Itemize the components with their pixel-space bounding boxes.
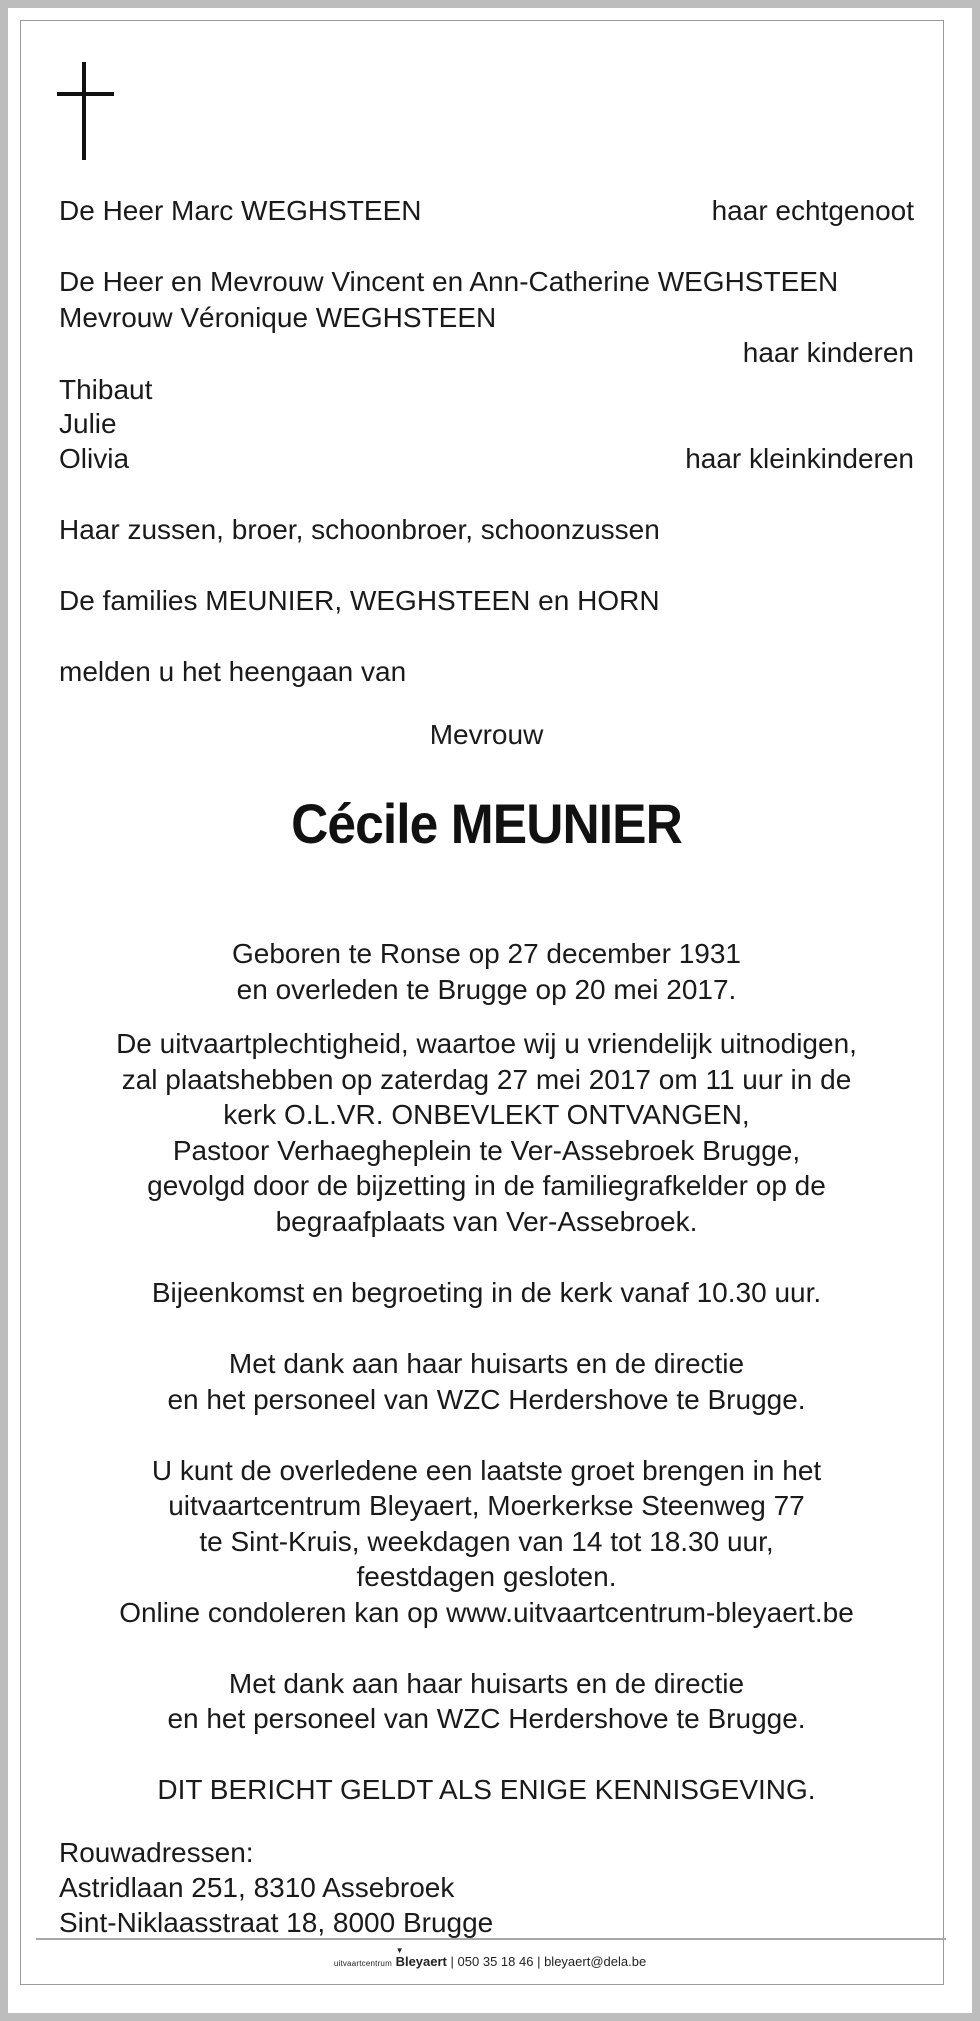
address-line: Astridlaan 251, 8310 Assebroek	[59, 1872, 455, 1903]
ceremony-line-5: gevolgd door de bijzetting in de familiegrafkelder op de	[147, 1170, 826, 1201]
footer-phone: 050 35 18 46	[457, 1954, 534, 1969]
children-relation: haar kinderen	[742, 337, 914, 368]
deceased-title: Mevrouw	[429, 719, 544, 750]
spouse-name: De Heer Marc WEGHSTEEN	[59, 195, 422, 226]
grandchild-name: Olivia	[59, 443, 130, 474]
grandchildren-row	[59, 441, 914, 477]
separator: |	[450, 1954, 454, 1969]
visit-line-3: te Sint-Kruis, weekdagen van 14 tot 18.30 uur,	[199, 1526, 774, 1557]
spouse-relation: haar echtgenoot	[711, 195, 914, 226]
cross-icon	[57, 62, 114, 160]
triangle-icon: ▼	[395, 1946, 404, 1955]
thanks2-line-2: en het personeel van WZC Herdershove te Brugge.	[167, 1703, 806, 1734]
birth-line-2: en overleden te Brugge op 20 mei 2017.	[236, 974, 737, 1005]
brand-name-text: Bleyaert	[395, 1954, 447, 1969]
thanks2-line-1: Met dank aan haar huisarts en de directie	[228, 1668, 745, 1699]
announce-line: melden u het heengaan van	[59, 656, 407, 687]
separator: |	[537, 1954, 541, 1969]
ceremony-line-1: De uitvaartplechtigheid, waartoe wij u vriendelijk uitnodigen,	[116, 1028, 857, 1059]
ceremony-line-4: Pastoor Verhaegheplein te Ver-Assebroek Brugge,	[172, 1135, 801, 1166]
visit-line-1: U kunt de overledene een laatste groet brengen in het	[151, 1455, 822, 1486]
deceased-name: Cécile MEUNIER	[291, 792, 682, 855]
brand-name	[395, 1946, 447, 1969]
brand-prefix: uitvaartcentrum	[333, 1959, 392, 1968]
visit-line-2: uitvaartcentrum Bleyaert, Moerkerkse Steenweg 77	[168, 1490, 805, 1521]
grandchild-name: Julie	[59, 408, 117, 439]
siblings-line: Haar zussen, broer, schoonbroer, schoonzussen	[59, 514, 660, 545]
children-line-1: De Heer en Mevrouw Vincent en Ann-Catherine WEGHSTEEN	[59, 266, 839, 297]
gathering-line: Bijeenkomst en begroeting in de kerk vanaf 10.30 uur.	[151, 1277, 822, 1308]
footer-email[interactable]: bleyaert@dela.be	[544, 1954, 647, 1969]
addresses-label: Rouwadressen:	[59, 1837, 254, 1868]
footer	[0, 1946, 980, 1969]
grandchildren-relation: haar kleinkinderen	[685, 443, 914, 474]
thanks-line-1: Met dank aan haar huisarts en de directie	[228, 1348, 745, 1379]
ceremony-line-6: begraafplaats van Ver-Assebroek.	[275, 1206, 698, 1237]
children-line-2: Mevrouw Véronique WEGHSTEEN	[59, 302, 497, 333]
address-line: Sint-Niklaasstraat 18, 8000 Brugge	[59, 1907, 494, 1938]
ceremony-line-3: kerk O.L.VR. ONBEVLEKT ONTVANGEN,	[223, 1099, 750, 1130]
notice-line: DIT BERICHT GELDT ALS ENIGE KENNISGEVING.	[157, 1774, 816, 1805]
visit-line-5: Online condoleren kan op www.uitvaartcentrum-bleyaert.be	[119, 1597, 854, 1628]
spouse-row	[59, 193, 914, 229]
birth-line-1: Geboren te Ronse op 27 december 1931	[231, 938, 742, 969]
visit-line-4: feestdagen gesloten.	[356, 1561, 617, 1592]
ceremony-line-2: zal plaatshebben op zaterdag 27 mei 2017 om 11 uur in de	[121, 1064, 852, 1095]
families-line: De families MEUNIER, WEGHSTEEN en HORN	[59, 585, 660, 616]
footer-divider	[36, 1938, 946, 1940]
thanks-line-2: en het personeel van WZC Herdershove te Brugge.	[167, 1384, 806, 1415]
grandchild-name: Thibaut	[59, 374, 153, 405]
